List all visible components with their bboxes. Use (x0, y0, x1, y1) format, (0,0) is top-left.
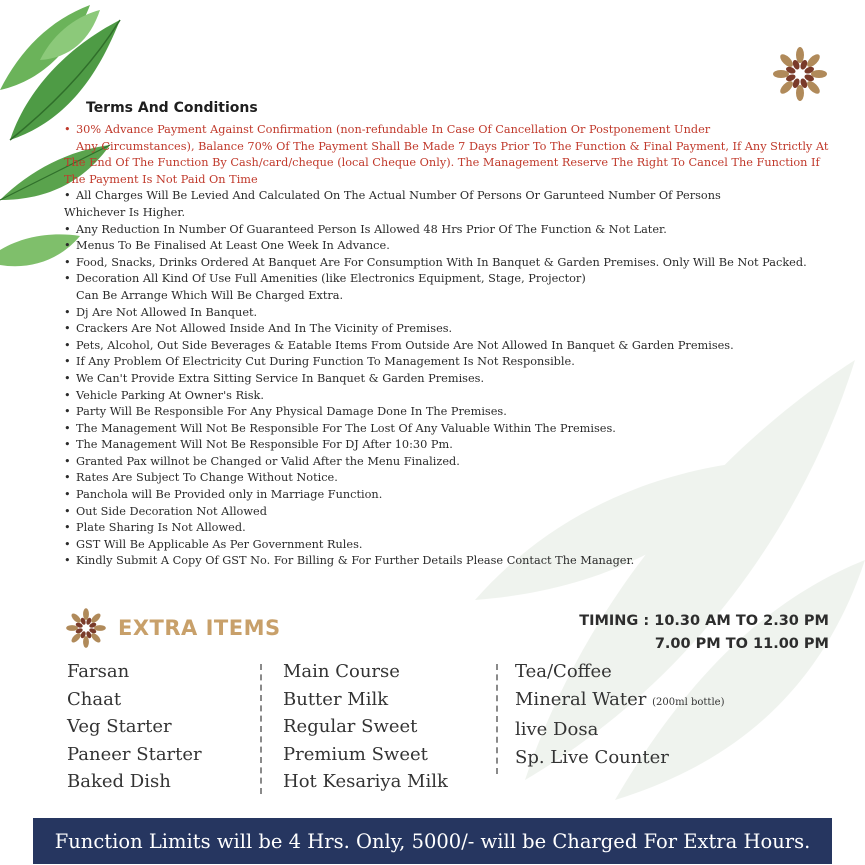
terms-item (64, 553, 849, 570)
mandala-icon (770, 44, 830, 104)
mandala-icon (64, 606, 108, 650)
terms-item-text: Crackers Are Not Allowed Inside And In The Vicinity of Premises. (76, 322, 453, 336)
terms-item (64, 537, 849, 554)
terms-item-text: Food, Snacks, Drinks Ordered At Banquet Are For Consumption With In Banquet & Garden Premises. Only Will Be Not Packed. (76, 255, 807, 269)
list-item: Butter Milk (283, 688, 389, 710)
terms-item (64, 205, 849, 222)
terms-item-text: Rates Are Subject To Change Without Notice. (76, 471, 338, 485)
timing-line-1: TIMING : 10.30 AM TO 2.30 PM (579, 613, 829, 629)
terms-item-text: Decoration All Kind Of Use Full Amenities (like Electronics Equipment, Stage, Projector) (76, 272, 586, 286)
terms-item-text: All Charges Will Be Levied And Calculated On The Actual Number Of Persons Or Garunteed Number Of Persons (76, 189, 721, 203)
list-item-label: Mineral Water (515, 688, 647, 710)
terms-item (64, 139, 849, 156)
terms-item-text: We Can't Provide Extra Sitting Service In Banquet & Garden Premises. (76, 371, 485, 385)
list-item: Regular Sweet (283, 716, 418, 737)
mineral-water-note: (200ml bottle) (652, 696, 725, 708)
terms-item-text: Pets, Alcohol, Out Side Beverages & Eatable Items From Outside Are Not Allowed In Banquet & Garden Premises. (76, 338, 734, 352)
extra-items-column-3 (515, 658, 724, 771)
bullet-icon: • (64, 355, 71, 369)
terms-item-text: Any Circumstances), Balance 70% Of The Payment Shall Be Made 7 Days Prior To The Function & Final Payment, If Any Strictly At (76, 139, 829, 153)
list-item: Main Course (283, 661, 400, 682)
terms-item-text: Granted Pax willnot be Changed or Valid After the Menu Finalized. (76, 454, 460, 468)
terms-item-text: Out Side Decoration Not Allowed (76, 504, 267, 518)
terms-item (64, 188, 849, 205)
terms-list (64, 122, 849, 570)
bullet-icon: • (64, 537, 71, 551)
terms-item (64, 504, 849, 521)
list-item: Hot Kesariya Milk (283, 771, 448, 792)
terms-item (64, 437, 849, 454)
bullet-icon: • (64, 504, 71, 518)
list-item (515, 686, 724, 717)
list-item: Premium Sweet (283, 743, 428, 765)
bullet-icon: • (64, 405, 71, 419)
terms-item (64, 520, 849, 537)
terms-item (64, 421, 849, 438)
bullet-icon: • (64, 272, 71, 286)
bullet-icon: • (64, 322, 71, 336)
list-item: live Dosa (515, 719, 599, 740)
terms-item-text: The End Of The Function By Cash/card/cheque (local Cheque Only). The Management Reserve The Right To Cancel The Function If (64, 156, 820, 170)
list-item: Chaat (67, 688, 122, 710)
bullet-icon: • (64, 123, 71, 136)
timing-block (579, 610, 829, 656)
terms-item-text: Vehicle Parking At Owner's Risk. (76, 388, 264, 402)
terms-item (64, 288, 849, 305)
terms-item (64, 371, 849, 388)
terms-item (64, 404, 849, 421)
bullet-icon: • (64, 239, 71, 253)
bullet-icon: • (64, 371, 71, 385)
bullet-icon: • (64, 454, 71, 468)
terms-item-text: The Management Will Not Be Responsible For DJ After 10:30 Pm. (76, 438, 453, 452)
bullet-icon: • (64, 305, 71, 319)
extra-items-column-2 (283, 658, 448, 796)
terms-item-text: Party Will Be Responsible For Any Physical Damage Done In The Premises. (76, 405, 507, 419)
list-item: Tea/Coffee (515, 661, 612, 682)
terms-item (64, 454, 849, 471)
extra-items-header (64, 606, 281, 650)
terms-item (64, 271, 849, 288)
terms-item (64, 354, 849, 371)
terms-item (64, 305, 849, 322)
terms-item-text: Dj Are Not Allowed In Banquet. (76, 305, 258, 319)
bullet-icon: • (64, 521, 71, 535)
bullet-icon: • (64, 338, 71, 352)
terms-item-text: GST Will Be Applicable As Per Government Rules. (76, 537, 363, 551)
terms-item-text: Menus To Be Finalised At Least One Week In Advance. (76, 239, 390, 253)
extra-items-column-1 (67, 658, 202, 796)
footer-text: Function Limits will be 4 Hrs. Only, 5000/- will be Charged For Extra Hours. (54, 829, 811, 853)
terms-item-text: Kindly Submit A Copy Of GST No. For Billing & For Further Details Please Contact The Manager. (76, 554, 635, 568)
list-item: Baked Dish (67, 771, 171, 792)
list-item: Paneer Starter (67, 743, 202, 765)
terms-item-text: The Management Will Not Be Responsible For The Lost Of Any Valuable Within The Premises. (76, 421, 616, 435)
terms-item (64, 255, 849, 272)
list-item: Farsan (67, 661, 130, 682)
terms-item-text: Can Be Arrange Which Will Be Charged Extra. (76, 288, 344, 302)
terms-item (64, 222, 849, 239)
terms-item (64, 238, 849, 255)
terms-item (64, 338, 849, 355)
extra-items-title: EXTRA ITEMS (118, 616, 281, 640)
column-divider (496, 664, 498, 774)
terms-item (64, 487, 849, 504)
terms-item-text: 30% Advance Payment Against Confirmation (non-refundable In Case Of Cancellation Or Postponement Under (76, 123, 711, 136)
bullet-icon: • (64, 488, 71, 502)
bullet-icon: • (64, 438, 71, 452)
bullet-icon: • (64, 554, 71, 568)
bullet-icon: • (64, 255, 71, 269)
terms-item-text: If Any Problem Of Electricity Cut During Function To Management Is Not Responsible. (76, 355, 575, 369)
bullet-icon: • (64, 421, 71, 435)
bullet-icon: • (64, 222, 71, 236)
bullet-icon: • (64, 471, 71, 485)
terms-item (64, 155, 849, 172)
column-divider (260, 664, 262, 794)
terms-item (64, 470, 849, 487)
terms-item-text: The Payment Is Not Paid On Time (64, 172, 258, 186)
terms-item (64, 388, 849, 405)
bullet-icon: • (64, 189, 71, 203)
terms-item (64, 321, 849, 338)
terms-item (64, 122, 849, 139)
bullet-icon: • (64, 388, 71, 402)
terms-title: Terms And Conditions (86, 100, 258, 116)
terms-item-text: Plate Sharing Is Not Allowed. (76, 521, 246, 535)
footer-banner (33, 818, 832, 864)
list-item: Veg Starter (67, 716, 172, 737)
terms-item (64, 172, 849, 189)
terms-item-text: Whichever Is Higher. (64, 205, 186, 219)
terms-item-text: Panchola will Be Provided only in Marriage Function. (76, 488, 383, 502)
timing-line-2: 7.00 PM TO 11.00 PM (654, 636, 829, 652)
terms-item-text: Any Reduction In Number Of Guaranteed Person Is Allowed 48 Hrs Prior Of The Function & Not Later. (76, 222, 667, 236)
list-item: Sp. Live Counter (515, 746, 669, 768)
